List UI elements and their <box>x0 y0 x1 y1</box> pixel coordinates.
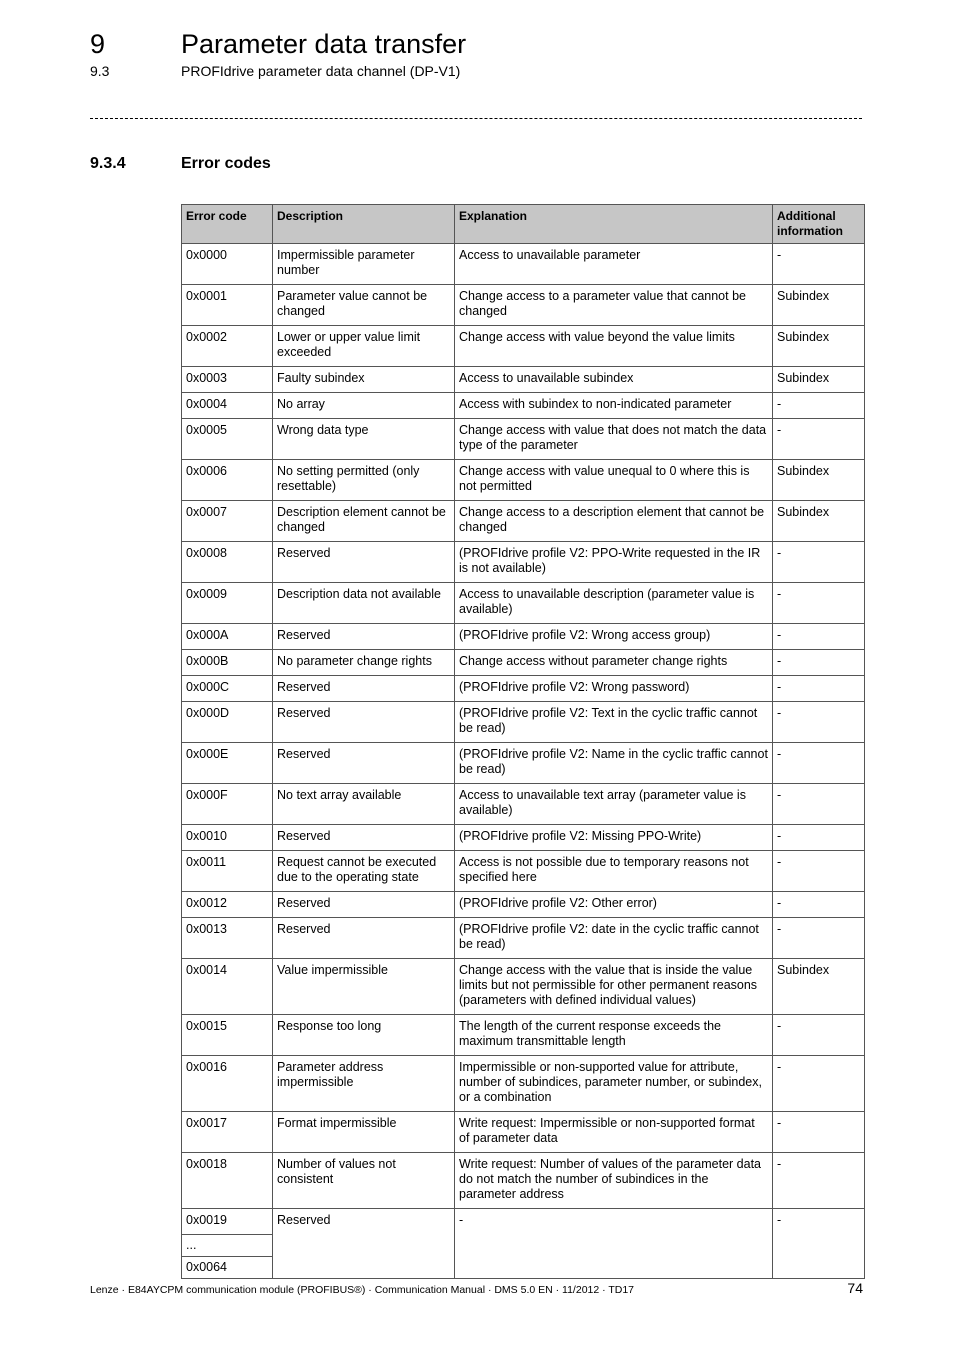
additional-info-cell: - <box>773 1209 865 1279</box>
description-cell: Format impermissible <box>273 1112 455 1153</box>
description-cell: Reserved <box>273 825 455 851</box>
table-body <box>182 244 865 1279</box>
description-cell: Impermissible parameter number <box>273 244 455 285</box>
description-cell: No parameter change rights <box>273 650 455 676</box>
table-row <box>182 676 865 702</box>
column-header: Additional information <box>773 205 865 244</box>
explanation-cell: Change access with value beyond the value limits <box>455 326 773 367</box>
description-cell: Parameter value cannot be changed <box>273 285 455 326</box>
additional-info-cell: Subindex <box>773 285 865 326</box>
error-code-cell: 0x0018 <box>182 1153 273 1209</box>
table-row <box>182 1015 865 1056</box>
table-row <box>182 650 865 676</box>
table-row <box>182 702 865 743</box>
description-cell: Request cannot be executed due to the operating state <box>273 851 455 892</box>
additional-info-cell: - <box>773 624 865 650</box>
additional-info-cell: - <box>773 676 865 702</box>
additional-info-cell: - <box>773 1015 865 1056</box>
explanation-cell: (PROFIdrive profile V2: date in the cyclic traffic cannot be read) <box>455 918 773 959</box>
additional-info-cell: - <box>773 542 865 583</box>
table-row <box>182 918 865 959</box>
table-row <box>182 825 865 851</box>
table-row <box>182 583 865 624</box>
error-code-cell: 0x000C <box>182 676 273 702</box>
additional-info-cell: Subindex <box>773 501 865 542</box>
table-row <box>182 460 865 501</box>
error-code-cell: 0x0009 <box>182 583 273 624</box>
error-code-cell: 0x0001 <box>182 285 273 326</box>
explanation-cell: Write request: Number of values of the parameter data do not match the number of subindices in the parameter address <box>455 1153 773 1209</box>
explanation-cell: Access to unavailable text array (parameter value is available) <box>455 784 773 825</box>
error-code-cell: 0x0008 <box>182 542 273 583</box>
error-code-cell: 0x000A <box>182 624 273 650</box>
column-header: Description <box>273 205 455 244</box>
additional-info-cell: - <box>773 743 865 784</box>
explanation-cell: Access to unavailable subindex <box>455 367 773 393</box>
explanation-cell: Change access with value unequal to 0 where this is not permitted <box>455 460 773 501</box>
additional-info-cell: - <box>773 1056 865 1112</box>
explanation-cell: The length of the current response exceeds the maximum transmittable length <box>455 1015 773 1056</box>
explanation-cell: Change access with value that does not match the data type of the parameter <box>455 419 773 460</box>
error-codes-table <box>181 204 865 1279</box>
error-code-cell: 0x0012 <box>182 892 273 918</box>
additional-info-cell: Subindex <box>773 959 865 1015</box>
explanation-cell: (PROFIdrive profile V2: Wrong access group) <box>455 624 773 650</box>
additional-info-cell: - <box>773 892 865 918</box>
error-code-cell: 0x0014 <box>182 959 273 1015</box>
additional-info-cell: - <box>773 702 865 743</box>
table-row <box>182 542 865 583</box>
description-cell: Reserved <box>273 1209 455 1279</box>
explanation-cell: Change access with the value that is inside the value limits but not permissible for other permanent reasons (parameters with defined individual values) <box>455 959 773 1015</box>
column-header: Error code <box>182 205 273 244</box>
column-header: Explanation <box>455 205 773 244</box>
error-code-cell: 0x0064 <box>182 1257 273 1279</box>
error-code-cell: 0x0003 <box>182 367 273 393</box>
description-cell: Description data not available <box>273 583 455 624</box>
explanation-cell: Access is not possible due to temporary reasons not specified here <box>455 851 773 892</box>
additional-info-cell: - <box>773 825 865 851</box>
description-cell: Value impermissible <box>273 959 455 1015</box>
additional-info-cell: - <box>773 393 865 419</box>
table-row <box>182 851 865 892</box>
additional-info-cell: - <box>773 419 865 460</box>
explanation-cell: (PROFIdrive profile V2: Other error) <box>455 892 773 918</box>
table-row <box>182 1056 865 1112</box>
description-cell: Lower or upper value limit exceeded <box>273 326 455 367</box>
description-cell: Parameter address impermissible <box>273 1056 455 1112</box>
error-code-cell: 0x000F <box>182 784 273 825</box>
description-cell: Reserved <box>273 702 455 743</box>
additional-info-cell: - <box>773 583 865 624</box>
additional-info-cell: - <box>773 784 865 825</box>
error-code-cell: 0x0004 <box>182 393 273 419</box>
table-row <box>182 367 865 393</box>
section-title: PROFIdrive parameter data channel (DP-V1) <box>181 63 461 79</box>
description-cell: Reserved <box>273 892 455 918</box>
description-cell: Response too long <box>273 1015 455 1056</box>
chapter-number: 9 <box>90 29 106 59</box>
description-cell: Reserved <box>273 624 455 650</box>
table-row <box>182 892 865 918</box>
additional-info-cell: Subindex <box>773 367 865 393</box>
footer-text: Lenze · E84AYCPM communication module (PROFIBUS®) · Communication Manual · DMS 5.0 EN · 11/2012 · TD17 <box>90 1284 635 1296</box>
explanation-cell: - <box>455 1209 773 1279</box>
error-code-cell: 0x0017 <box>182 1112 273 1153</box>
additional-info-cell: - <box>773 650 865 676</box>
additional-info-cell: - <box>773 918 865 959</box>
explanation-cell: (PROFIdrive profile V2: Name in the cyclic traffic cannot be read) <box>455 743 773 784</box>
error-code-cell: 0x0010 <box>182 825 273 851</box>
description-cell: Description element cannot be changed <box>273 501 455 542</box>
chapter-title: Parameter data transfer <box>181 29 467 59</box>
explanation-cell: Change access to a parameter value that cannot be changed <box>455 285 773 326</box>
additional-info-cell: Subindex <box>773 326 865 367</box>
table-row <box>182 419 865 460</box>
description-cell: No text array available <box>273 784 455 825</box>
explanation-cell: Access to unavailable parameter <box>455 244 773 285</box>
description-cell: Wrong data type <box>273 419 455 460</box>
explanation-cell: (PROFIdrive profile V2: Missing PPO-Write) <box>455 825 773 851</box>
explanation-cell: Write request: Impermissible or non-supported format of parameter data <box>455 1112 773 1153</box>
table-row <box>182 1153 865 1209</box>
error-code-cell: 0x0006 <box>182 460 273 501</box>
table-row <box>182 1112 865 1153</box>
error-code-cell: 0x0013 <box>182 918 273 959</box>
table-row <box>182 743 865 784</box>
subsection-number: 9.3.4 <box>90 155 126 172</box>
error-code-cell: 0x0019 <box>182 1209 273 1235</box>
header-divider <box>90 118 862 119</box>
description-cell: Reserved <box>273 542 455 583</box>
error-code-cell: 0x000B <box>182 650 273 676</box>
additional-info-cell: - <box>773 1112 865 1153</box>
description-cell: Reserved <box>273 676 455 702</box>
error-code-cell: ... <box>182 1235 273 1257</box>
explanation-cell: (PROFIdrive profile V2: PPO-Write requested in the IR is not available) <box>455 542 773 583</box>
additional-info-cell: Subindex <box>773 460 865 501</box>
explanation-cell: Change access to a description element that cannot be changed <box>455 501 773 542</box>
table-row <box>182 393 865 419</box>
error-code-cell: 0x0007 <box>182 501 273 542</box>
table-row <box>182 784 865 825</box>
description-cell: Faulty subindex <box>273 367 455 393</box>
explanation-cell: Access to unavailable description (parameter value is available) <box>455 583 773 624</box>
error-code-cell: 0x0015 <box>182 1015 273 1056</box>
explanation-cell: Change access without parameter change rights <box>455 650 773 676</box>
table-row <box>182 624 865 650</box>
description-cell: Number of values not consistent <box>273 1153 455 1209</box>
description-cell: No array <box>273 393 455 419</box>
table-row <box>182 285 865 326</box>
explanation-cell: Access with subindex to non-indicated parameter <box>455 393 773 419</box>
table-row <box>182 244 865 285</box>
table-row <box>182 501 865 542</box>
table-row <box>182 326 865 367</box>
error-code-cell: 0x0016 <box>182 1056 273 1112</box>
error-code-cell: 0x0005 <box>182 419 273 460</box>
description-cell: Reserved <box>273 918 455 959</box>
explanation-cell: (PROFIdrive profile V2: Wrong password) <box>455 676 773 702</box>
page-number: 74 <box>847 1280 863 1296</box>
error-code-cell: 0x0000 <box>182 244 273 285</box>
section-number: 9.3 <box>90 63 110 79</box>
error-code-cell: 0x000D <box>182 702 273 743</box>
additional-info-cell: - <box>773 244 865 285</box>
table-row <box>182 959 865 1015</box>
subsection-title: Error codes <box>181 155 271 172</box>
description-cell: No setting permitted (only resettable) <box>273 460 455 501</box>
table-header-row <box>182 205 865 244</box>
error-code-cell: 0x0002 <box>182 326 273 367</box>
error-code-cell: 0x0011 <box>182 851 273 892</box>
description-cell: Reserved <box>273 743 455 784</box>
explanation-cell: (PROFIdrive profile V2: Text in the cyclic traffic cannot be read) <box>455 702 773 743</box>
additional-info-cell: - <box>773 1153 865 1209</box>
explanation-cell: Impermissible or non-supported value for attribute, number of subindices, parameter number, or subindex, or a combination <box>455 1056 773 1112</box>
additional-info-cell: - <box>773 851 865 892</box>
error-code-cell: 0x000E <box>182 743 273 784</box>
table-row <box>182 1209 865 1235</box>
